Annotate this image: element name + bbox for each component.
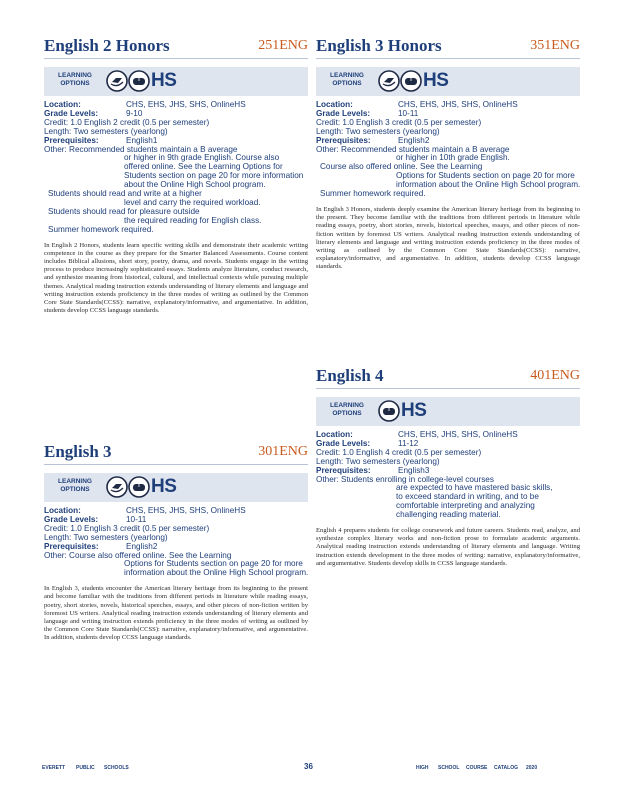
location-value: CHS, EHS, JHS, SHS, OnlineHS — [398, 100, 518, 109]
mouse-icon — [128, 70, 150, 92]
prerequisites-value: English3 — [398, 465, 430, 475]
page-number: 36 — [304, 762, 313, 771]
course-description: In English 2 Honors, students learn specific writing skills and demonstrate their academic writing competence in the course as they prepare for the Smarter Balanced Assessments. Course content includes Biblical allusions, short story, poetry, drama, and novels. Students engage in the writing process to produce increasingly sophisticated essays. Students analyze literature, conduct research, and synthesize meaning from historical, cultural, and intellectual contexts while pursuing multiple themes. Analytical reading instruction extends understanding of literary elements and language and writing instruction extends proficiency in the three modes of writing as outlined by the Common Core State Standards(CCSS): narrative, explanatory/informative, and argumentative. In addition, students develop CCSS language standards. — [44, 241, 308, 315]
other-line: Other: Recommended students maintain a B average — [44, 144, 238, 154]
other-line: level and carry the required workload. — [124, 197, 261, 207]
course-block-english-2-honors — [44, 36, 308, 315]
course-description: English 4 prepares students for college coursework and future careers. Students read, analyze, and synthesize complex literary works and non-fiction prose to formulate academic arguments. Analytical reading instruction extends understanding of literary elements and language. Writing instruction extends development in the three modes of writing: narrative, explanatory/informative, and argumentative. Students develop skills in CCSS language standards. — [316, 527, 580, 567]
length-text: Length: Two semesters (yearlong) — [316, 456, 440, 466]
other-line: Students section on page 20 for more information — [124, 171, 304, 181]
prerequisites-label: Prerequisites: — [316, 465, 371, 475]
learning-options-label: LEARNING OPTIONS — [58, 478, 92, 493]
grade-levels-value: 10-11 — [126, 514, 147, 524]
other-line: Summer homework required. — [320, 189, 426, 199]
other-line: to exceed standard in writing, and to be — [396, 492, 539, 502]
grade-levels-value: 11-12 — [398, 438, 419, 448]
course-info — [316, 431, 580, 520]
length-text: Length: Two semesters (yearlong) — [44, 532, 168, 542]
course-info — [316, 101, 580, 199]
learning-options-label: LEARNING OPTIONS — [58, 72, 92, 87]
grade-levels-label: Grade Levels: — [316, 438, 371, 448]
location-label: Location: — [316, 430, 353, 439]
learning-options-icons — [378, 400, 426, 422]
learning-options-bar — [316, 397, 580, 426]
course-info — [44, 101, 308, 235]
footer-catalog-word-3: COURSE — [466, 765, 488, 771]
other-line: challenging reading material. — [396, 510, 501, 520]
prerequisites-value: English2 — [398, 135, 430, 145]
other-line: Course also offered online. See the Learning — [320, 162, 483, 172]
location-label: Location: — [44, 506, 81, 515]
footer-catalog-word-1: HIGH — [416, 765, 429, 771]
footer-catalog-word-4: CATALOG — [494, 765, 518, 771]
prerequisites-value: English1 — [126, 135, 158, 145]
course-code: 301ENG — [258, 444, 308, 459]
online-icon — [106, 70, 128, 92]
learning-options-icons — [378, 70, 448, 92]
course-header — [316, 366, 580, 389]
course-code: 251ENG — [258, 38, 308, 53]
length-text: Length: Two semesters (yearlong) — [316, 126, 440, 136]
other-line: comfortable interpreting and analyzing — [396, 501, 535, 511]
location-label: Location: — [316, 100, 353, 109]
course-header — [44, 442, 308, 465]
other-line: or higher in 9th grade English. Course also — [124, 153, 280, 163]
other-line: Students should read for pleasure outside — [48, 206, 200, 216]
course-info — [44, 507, 308, 578]
course-code: 401ENG — [530, 368, 580, 383]
other-line: information about the Online High School program. — [396, 180, 581, 190]
course-block-english-3-honors — [316, 36, 580, 272]
course-block-english-3 — [44, 442, 308, 643]
location-value: CHS, EHS, JHS, SHS, OnlineHS — [126, 100, 246, 109]
other-line: Other: Recommended students maintain a B average — [316, 144, 510, 154]
course-header — [316, 36, 580, 59]
location-value: CHS, EHS, JHS, SHS, OnlineHS — [126, 506, 246, 515]
footer-district-word-1: EVERETT — [42, 765, 66, 771]
course-title: English 3 — [44, 442, 112, 461]
other-line: Options for Students section on page 20 for more — [124, 559, 303, 569]
learning-options-bar — [316, 67, 580, 96]
course-title: English 4 — [316, 366, 384, 385]
mouse-icon — [400, 70, 422, 92]
location-label: Location: — [44, 100, 81, 109]
other-line: the required reading for English class. — [124, 215, 262, 225]
learning-options-bar — [44, 473, 308, 502]
learning-options-icons — [106, 476, 176, 498]
credit-text: Credit: 1.0 English 3 credit (0.5 per semester) — [316, 117, 482, 127]
location-value: CHS, EHS, JHS, SHS, OnlineHS — [398, 430, 518, 439]
footer-district-word-3: SCHOOLS — [104, 765, 129, 771]
grade-levels-label: Grade Levels: — [44, 108, 99, 118]
mouse-icon — [128, 476, 150, 498]
learning-options-bar — [44, 67, 308, 96]
hs-label: HS — [151, 70, 177, 91]
other-line: or higher in 10th grade English. — [396, 153, 510, 163]
other-line: Other: Course also offered online. See the Learning — [44, 550, 232, 560]
course-code: 351ENG — [530, 38, 580, 53]
other-line: offered online. See the Learning Options for — [124, 162, 283, 172]
other-line: information about the Online High School program. — [124, 568, 309, 578]
page-footer — [42, 762, 576, 774]
credit-text: Credit: 1.0 English 2 credit (0.5 per semester) — [44, 117, 210, 127]
footer-year: 2020 — [526, 765, 538, 771]
course-description: In English 3 Honors, students deeply examine the American literary heritage from its beginning to the present. They become familiar with the traditions from different periods in literature while reading essays, poetry, short stories, novels, historical speeches, essays, and other pieces of non-fiction written by foremost US writers. Analytical reading instruction extends understanding of literary elements and language and writing instruction extends proficiency in the three modes of writing as outlined by the Common Core State Standards(CCSS): narrative, explanatory/informative, and argumentative. In addition, students develop CCSS language standards. — [316, 205, 580, 271]
online-icon — [106, 476, 128, 498]
mouse-icon — [378, 400, 400, 422]
learning-options-label: LEARNING OPTIONS — [330, 402, 364, 417]
hs-label: HS — [423, 70, 449, 91]
course-description: In English 3, students encounter the American literary heritage from its beginning to the present and become familiar with the traditions from different periods in literature while reading essays, poetry, short stories, novels, historical speeches, essays, and other pieces of non-fiction written by foremost US writers. Analytical reading instruction extends understanding of literary elements and language and writing instruction extends proficiency in the three modes of writing as outlined by the Common Core State Standards(CCSS): narrative, explanatory/informative, and argumentative. In addition, students develop CCSS language standards. — [44, 585, 308, 642]
credit-text: Credit: 1.0 English 4 credit (0.5 per semester) — [316, 447, 482, 457]
other-line: Other: Students enrolling in college-level courses — [316, 474, 494, 484]
credit-text: Credit: 1.0 English 3 credit (0.5 per semester) — [44, 523, 210, 533]
other-line: about the Online High School program. — [124, 180, 266, 190]
learning-options-label: LEARNING OPTIONS — [330, 72, 364, 87]
other-line: are expected to have mastered basic skills, — [396, 483, 553, 493]
other-line: Summer homework required. — [48, 224, 154, 234]
prerequisites-value: English2 — [126, 541, 158, 551]
prerequisites-label: Prerequisites: — [44, 135, 99, 145]
prerequisites-label: Prerequisites: — [316, 135, 371, 145]
course-title: English 2 Honors — [44, 36, 170, 55]
grade-levels-value: 9-10 — [126, 108, 143, 118]
grade-levels-label: Grade Levels: — [316, 108, 371, 118]
online-icon — [378, 70, 400, 92]
other-line: Students should read and write at a higher — [48, 189, 202, 199]
hs-label: HS — [151, 476, 177, 497]
learning-options-icons — [106, 70, 176, 92]
grade-levels-label: Grade Levels: — [44, 514, 99, 524]
course-title: English 3 Honors — [316, 36, 442, 55]
prerequisites-label: Prerequisites: — [44, 541, 99, 551]
course-block-english-4 — [316, 366, 580, 568]
footer-district-word-2: PUBLIC — [76, 765, 95, 771]
hs-label: HS — [401, 400, 427, 421]
course-header — [44, 36, 308, 59]
length-text: Length: Two semesters (yearlong) — [44, 126, 168, 136]
other-line: Options for Students section on page 20 for more — [396, 171, 575, 181]
footer-catalog-word-2: SCHOOL — [438, 765, 460, 771]
grade-levels-value: 10-11 — [398, 108, 419, 118]
